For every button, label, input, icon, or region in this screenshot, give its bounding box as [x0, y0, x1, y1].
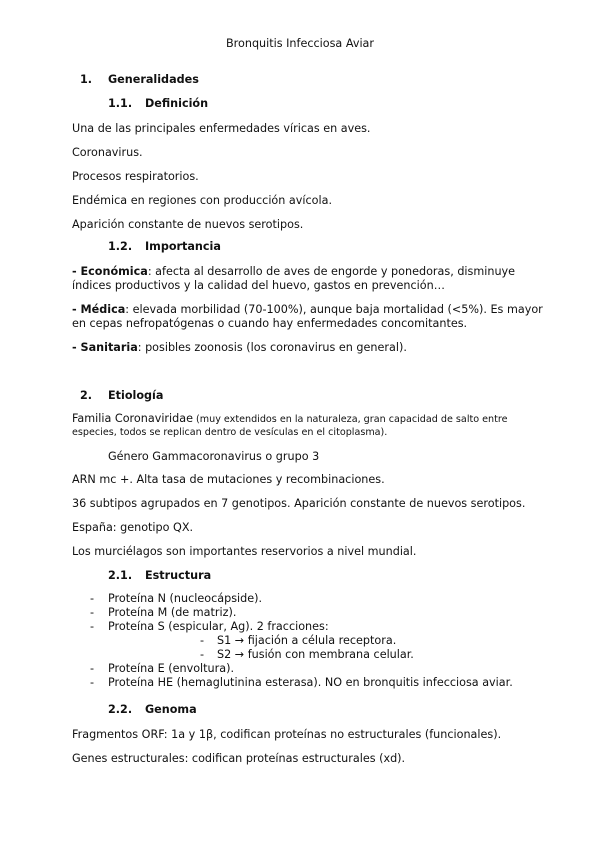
section-1-1-number: 1.1. — [108, 97, 133, 110]
importance-text: : posibles zoonosis (los coronavirus en general). — [137, 341, 407, 354]
structure-item: Proteína S (espicular, Ag). 2 fracciones: — [108, 620, 329, 633]
section-2-1-number: 2.1. — [108, 569, 133, 582]
section-2-1-title: Estructura — [145, 569, 212, 582]
importance-medical — [72, 303, 543, 317]
structure-item: Proteína E (envoltura). — [108, 662, 235, 675]
importance-label: - Sanitaria — [72, 341, 138, 354]
bullet-dash: - — [200, 634, 205, 647]
etiology-line: 36 subtipos agrupados en 7 genotipos. Aparición constante de nuevos serotipos. — [72, 497, 526, 510]
section-1-number: 1. — [80, 73, 93, 86]
structure-subitem: S1 → fijación a célula receptora. — [217, 634, 397, 647]
etiology-line: Los murciélagos son importantes reservorios a nivel mundial. — [72, 545, 417, 558]
importance-label: - Económica — [72, 265, 148, 278]
section-2-number: 2. — [80, 389, 93, 402]
importance-sanitary — [72, 341, 407, 355]
etiology-line: España: genotipo QX. — [72, 521, 194, 534]
definition-line: Una de las principales enfermedades víricas en aves. — [72, 122, 371, 135]
definition-line: Coronavirus. — [72, 146, 143, 159]
importance-text: : afecta al desarrollo de aves de engorde y ponedoras, disminuye — [147, 265, 516, 278]
importance-economic-cont: índices productivos y la calidad del huevo, gastos en prevención… — [72, 279, 445, 292]
genome-line: Genes estructurales: codifican proteínas estructurales (xd). — [72, 752, 406, 765]
importance-economic — [72, 265, 515, 279]
bullet-dash: - — [90, 620, 95, 633]
section-1-1-title: Definición — [145, 97, 209, 110]
section-1-2-number: 1.2. — [108, 240, 133, 253]
importance-medical-cont: en cepas nefropatógenas o cuando hay enfermedades concomitantes. — [72, 317, 468, 330]
structure-item: Proteína N (nucleocápside). — [108, 592, 263, 605]
bullet-dash: - — [90, 606, 95, 619]
bullet-dash: - — [200, 648, 205, 661]
definition-line: Procesos respiratorios. — [72, 170, 199, 183]
structure-item: Proteína HE (hemaglutinina esterasa). NO en bronquitis infecciosa aviar. — [108, 676, 513, 689]
importance-text: : elevada morbilidad (70-100%), aunque baja mortalidad (<5%). Es mayor — [125, 303, 543, 316]
family-note: (muy extendidos en la naturaleza, gran capacidad de salto entre — [192, 414, 508, 425]
definition-line: Aparición constante de nuevos serotipos. — [72, 218, 304, 231]
family-line — [72, 412, 508, 427]
bullet-dash: - — [90, 662, 95, 675]
bullet-dash: - — [90, 676, 95, 689]
document-title: Bronquitis Infecciosa Aviar — [225, 37, 375, 50]
etiology-line: ARN mc +. Alta tasa de mutaciones y recombinaciones. — [72, 473, 385, 486]
section-2-2-number: 2.2. — [108, 703, 133, 716]
section-1-title: Generalidades — [108, 73, 199, 86]
genus-line: Género Gammacoronavirus o grupo 3 — [108, 450, 320, 463]
family-name: Familia Coronaviridae — [72, 412, 193, 425]
section-2-2-title: Genoma — [145, 703, 197, 716]
bullet-dash: - — [90, 592, 95, 605]
structure-item: Proteína M (de matriz). — [108, 606, 237, 619]
genome-line: Fragmentos ORF: 1a y 1β, codifican proteínas no estructurales (funcionales). — [72, 728, 502, 741]
section-2-title: Etiología — [108, 389, 164, 402]
importance-label: - Médica — [72, 303, 126, 316]
section-1-2-title: Importancia — [145, 240, 221, 253]
family-note-cont: especies, todos se replican dentro de vesículas en el citoplasma). — [72, 427, 388, 438]
structure-subitem: S2 → fusión con membrana celular. — [217, 648, 414, 661]
definition-line: Endémica en regiones con producción avícola. — [72, 194, 333, 207]
